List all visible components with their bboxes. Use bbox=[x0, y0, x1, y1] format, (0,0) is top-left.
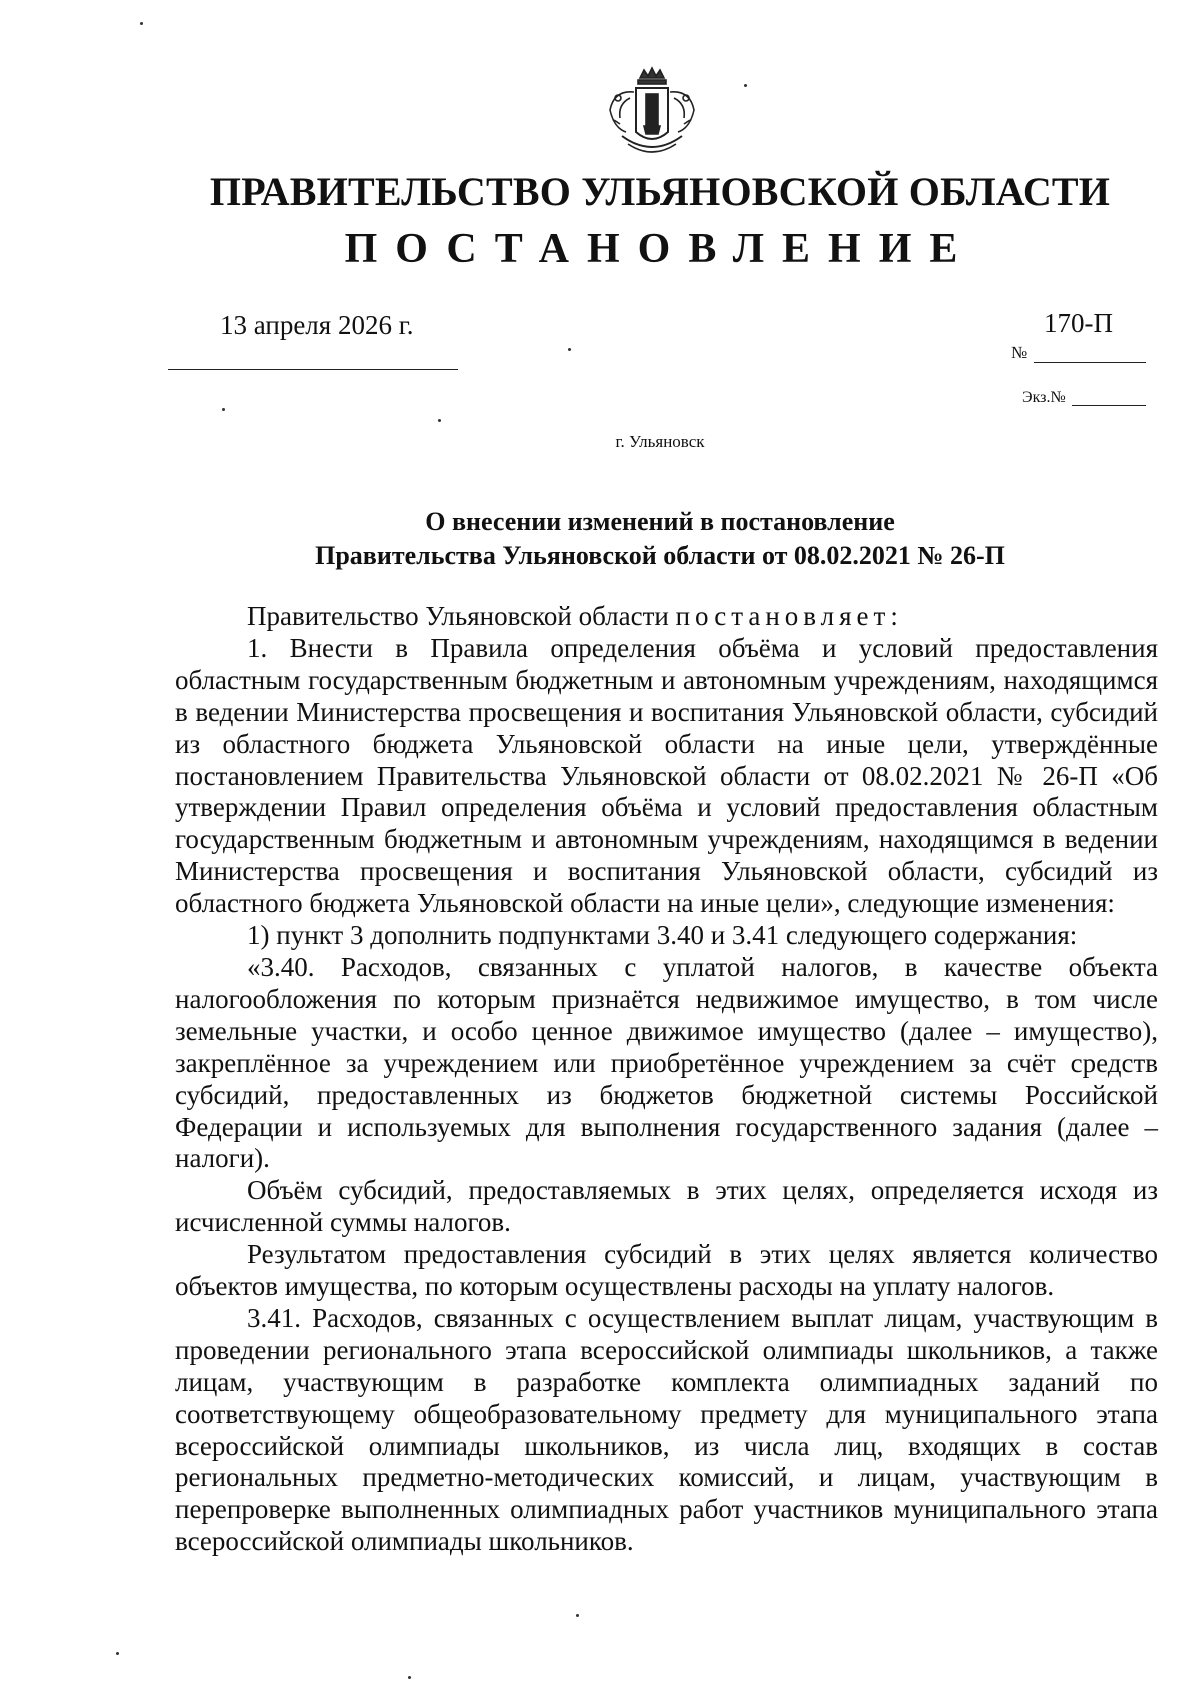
scan-speck bbox=[568, 348, 571, 351]
document-body bbox=[175, 601, 1158, 1558]
scan-speck bbox=[408, 1676, 411, 1679]
title-line-1: О внесении изменений в постановление bbox=[425, 507, 895, 536]
document-type-heading: ПОСТАНОВЛЕНИЕ bbox=[344, 226, 976, 272]
paragraph-3-40: «3.40. Расходов, связанных с уплатой налогов, в качестве объекта налогообложения по которым признаётся недвижимое имущество, в том числе земельные участки, и особо ценное движимое имущество (далее – имущество), закреплённое за учреждением или приобретённое учреждением за счёт средств субсидий, предоставленных из бюджетов бюджетной системы Российской Федерации и используемых для выполнения государственного задания (далее – налоги). bbox=[175, 951, 1158, 1174]
paragraph-1: 1. Внести в Правила определения объёма и условий предоставления областным государственным бюджетным и автономным учреждениям, находящимся в ведении Министерства просвещения и воспитания Ульяновской области, субсидий из областного бюджета Ульяновской области на иные цели, утверждённые постановлением Правительства Ульяновской области от 08.02.2021 № 26-П «Об утверждении Правил определения объёма и условий предоставления областным государственным бюджетным и автономным учреждениям, находящимся в ведении Министерства просвещения и воспитания Ульяновской области, субсидий из областного бюджета Ульяновской области на иные цели», следующие изменения: bbox=[175, 632, 1158, 919]
copy-number-label: Экз.№ bbox=[1022, 389, 1066, 406]
intro-prefix: Правительство Ульяновской области bbox=[247, 601, 676, 631]
copy-number-underline bbox=[1072, 405, 1146, 406]
title-line-2: Правительства Ульяновской области от 08.02.2021 № 26-П bbox=[315, 541, 1005, 570]
scan-speck bbox=[576, 1614, 579, 1617]
number-label: № bbox=[1011, 343, 1028, 362]
paragraph-result: Результатом предоставления субсидий в этих целях является количество объектов имущества, по которым осуществлены расходы на уплату налогов. bbox=[175, 1239, 1158, 1302]
document-title bbox=[160, 505, 1160, 573]
paragraph-volume: Объём субсидий, предоставляемых в этих целях, определяется исходя из исчисленной суммы налогов. bbox=[175, 1175, 1158, 1238]
intro-verb: постановляет: bbox=[675, 601, 903, 631]
coat-of-arms-emblem bbox=[600, 62, 704, 166]
paragraph-2: 1) пункт 3 дополнить подпунктами 3.40 и 3.41 следующего содержания: bbox=[247, 920, 1078, 951]
city-name: г. Ульяновск bbox=[615, 432, 705, 451]
scan-speck bbox=[140, 22, 143, 25]
scan-speck bbox=[116, 1652, 119, 1655]
number-underline bbox=[1034, 362, 1146, 363]
organization-heading: ПРАВИТЕЛЬСТВО УЛЬЯНОВСКОЙ ОБЛАСТИ bbox=[209, 169, 1111, 214]
intro-paragraph bbox=[175, 601, 1158, 633]
scan-speck bbox=[744, 84, 747, 87]
document-date: 13 апреля 2026 г. bbox=[220, 310, 414, 340]
scan-speck bbox=[222, 408, 225, 411]
scan-speck bbox=[438, 419, 441, 422]
document-number: 170-П bbox=[1044, 308, 1113, 338]
paragraph-3-41: 3.41. Расходов, связанных с осуществлением выплат лицам, участвующим в проведении регионального этапа всероссийской олимпиады школьников, а также лицам, участвующим в разработке комплекта олимпиадных заданий по соответствующему общеобразовательному предмету для муниципального этапа всероссийской олимпиады школьников, из числа лиц, входящих в состав региональных предметно-методических комиссий, и лицам, участвующим в перепроверке выполненных олимпиадных работ участников муниципального этапа всероссийской олимпиады школьников. bbox=[175, 1302, 1158, 1557]
date-underline bbox=[168, 369, 458, 370]
